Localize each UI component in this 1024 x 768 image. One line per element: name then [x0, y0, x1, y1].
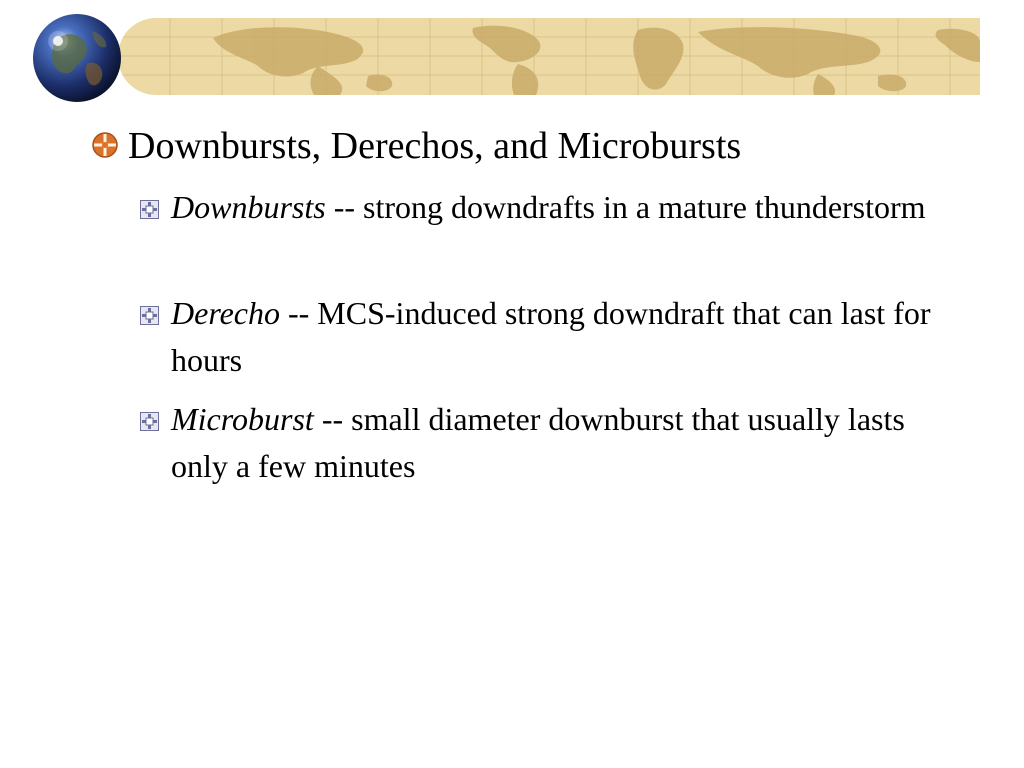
- bullet-derecho: [171, 290, 961, 384]
- desc-downbursts: -- strong downdrafts in a mature thunderstorm: [325, 189, 926, 225]
- circled-cross-bullet-icon: [91, 131, 119, 159]
- bullet-downbursts: [171, 184, 961, 231]
- square-target-bullet-icon: [140, 306, 159, 325]
- desc-derecho: -- MCS-induced strong downdraft that can last for hours: [171, 295, 931, 378]
- desc-microburst: -- small diameter downburst that usually lasts only a few minutes: [171, 401, 905, 484]
- term-microburst: Microburst: [171, 401, 314, 437]
- bullet-microburst: [171, 396, 961, 490]
- term-derecho: Derecho: [171, 295, 280, 331]
- square-target-bullet-icon: [140, 200, 159, 219]
- square-target-bullet-icon: [140, 412, 159, 431]
- term-downbursts: Downbursts: [171, 189, 326, 225]
- slide-heading: Downbursts, Derechos, and Microbursts: [128, 125, 742, 167]
